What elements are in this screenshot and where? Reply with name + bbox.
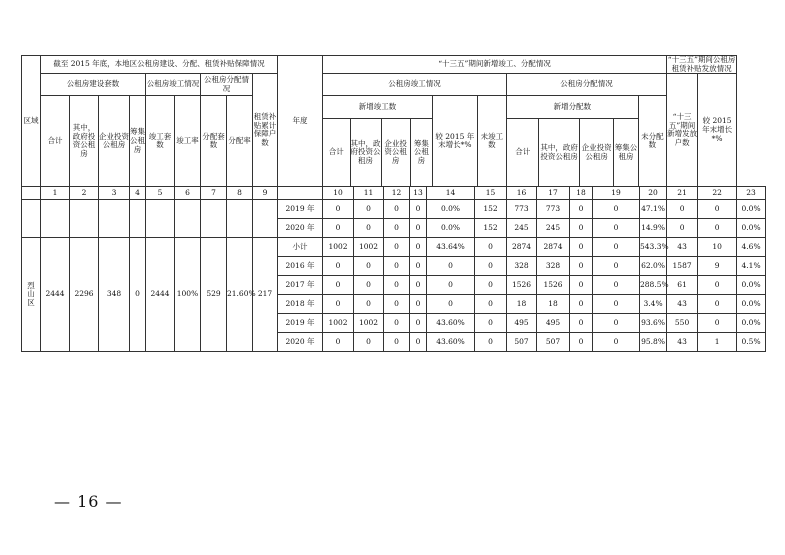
top-left-header: 截至 2015 年底，本地区公租房建设、分配、租赁补贴保障情况	[41, 56, 278, 74]
year-cell: 2016 年	[278, 257, 323, 276]
column-number: 14	[427, 187, 475, 200]
data-cell: 495	[537, 314, 570, 333]
data-cell: 0.0%	[737, 295, 766, 314]
block-one	[22, 200, 766, 238]
uncompleted-header: 未竣工数	[480, 131, 504, 150]
page-number: — 16 —	[54, 492, 123, 511]
data-cell: 0	[475, 257, 507, 276]
data-cell: 0	[427, 257, 475, 276]
data-cell: 0	[384, 314, 410, 333]
data-cell: 0	[323, 295, 354, 314]
column-number: 4	[130, 187, 146, 200]
table-row	[22, 238, 766, 257]
data-cell: 0	[570, 257, 593, 276]
data-cell: 0	[593, 314, 640, 333]
build-count-header: 公租房建设套数	[41, 74, 146, 96]
summary-cell: 529	[201, 238, 227, 352]
data-cell: 0	[698, 219, 737, 238]
new-allocated-total-header: 合计	[507, 118, 539, 186]
data-cell: 0	[570, 238, 593, 257]
year-header: 年度	[278, 56, 323, 187]
data-cell: 507	[537, 333, 570, 352]
summary-cell: 0	[130, 238, 146, 352]
data-cell: 43	[667, 333, 698, 352]
allocation-section-header: 公租房分配情况	[507, 74, 667, 96]
summary-cell: 217	[253, 238, 278, 352]
summary-cell	[130, 200, 146, 238]
summary-cell	[99, 200, 130, 238]
column-number: 22	[698, 187, 737, 200]
column-number: 21	[667, 187, 698, 200]
data-cell: 0	[593, 276, 640, 295]
data-cell: 0	[410, 276, 427, 295]
data-cell: 328	[537, 257, 570, 276]
data-cell: 0	[698, 200, 737, 219]
data-cell: 1526	[507, 276, 537, 295]
data-cell: 1002	[354, 238, 384, 257]
data-cell: 773	[537, 200, 570, 219]
unallocated-header: 未分配数	[641, 131, 664, 150]
data-cell: 1	[698, 333, 737, 352]
data-cell: 0	[410, 314, 427, 333]
summary-cell: 2444	[41, 238, 70, 352]
data-cell: 2874	[507, 238, 537, 257]
data-cell: 245	[537, 219, 570, 238]
data-cell: 0	[475, 238, 507, 257]
data-cell: 0	[410, 333, 427, 352]
column-number-blank	[22, 187, 41, 200]
data-cell: 0	[384, 276, 410, 295]
data-cell: 0	[410, 295, 427, 314]
data-cell: 1002	[323, 314, 354, 333]
year-cell: 小计	[278, 238, 323, 257]
region-name: 烈山区	[22, 238, 41, 352]
data-cell: 43.64%	[427, 238, 475, 257]
column-number: 18	[570, 187, 593, 200]
data-cell: 43.60%	[427, 333, 475, 352]
column-number: 17	[537, 187, 570, 200]
data-cell: 1002	[354, 314, 384, 333]
data-cell: 1526	[537, 276, 570, 295]
data-cell: 1002	[323, 238, 354, 257]
data-cell: 0	[323, 200, 354, 219]
column-number: 23	[737, 187, 766, 200]
data-cell: 43.60%	[427, 314, 475, 333]
column-number: 10	[323, 187, 354, 200]
statistics-table	[21, 55, 766, 352]
data-cell: 0	[475, 276, 507, 295]
summary-cell	[146, 200, 175, 238]
data-cell: 0	[323, 257, 354, 276]
block-two	[22, 238, 766, 352]
data-cell: 0.5%	[737, 333, 766, 352]
data-cell: 773	[507, 200, 537, 219]
data-cell: 0	[410, 200, 427, 219]
new-subsidy-header: “十三五”期间新增发放户数	[667, 74, 698, 187]
allocation-status-header: 公租房分配情况	[201, 74, 253, 96]
new-allocated-raised-header: 筹集公租房	[614, 118, 638, 186]
year-cell: 2020 年	[278, 219, 323, 238]
data-cell: 0	[698, 295, 737, 314]
summary-cell: 2444	[146, 238, 175, 352]
summary-cell: 348	[99, 238, 130, 352]
data-cell: 95.8%	[640, 333, 667, 352]
data-cell: 0	[354, 200, 384, 219]
data-cell: 9	[698, 257, 737, 276]
data-cell: 0	[323, 276, 354, 295]
data-cell: 245	[507, 219, 537, 238]
data-cell: 47.1%	[640, 200, 667, 219]
allocation-rate-header: 分配率	[227, 96, 253, 187]
data-cell: 0	[384, 257, 410, 276]
column-number: 19	[593, 187, 640, 200]
column-number: 1	[41, 187, 70, 200]
table-row	[22, 200, 766, 219]
data-cell: 0	[410, 219, 427, 238]
data-cell: 0.0%	[737, 314, 766, 333]
summary-cell: 2296	[70, 238, 99, 352]
data-cell: 543.3%	[640, 238, 667, 257]
subsidy-households-header: 租赁补贴累计保障户数	[253, 74, 278, 187]
new-allocated-enterprise-header: 企业投资公租房	[579, 118, 613, 186]
column-number: 2	[70, 187, 99, 200]
data-cell: 0	[354, 219, 384, 238]
raised-header: 筹集公租房	[130, 96, 146, 187]
data-cell: 0	[384, 200, 410, 219]
region-header: 区域	[22, 56, 41, 187]
year-cell: 2019 年	[278, 314, 323, 333]
top-mid-header: “十三五”期间新增竣工、分配情况	[323, 56, 667, 74]
data-cell: 152	[475, 200, 507, 219]
data-cell: 62.0%	[640, 257, 667, 276]
data-cell: 495	[507, 314, 537, 333]
column-number: 9	[253, 187, 278, 200]
new-completed-total-header: 合计	[323, 118, 350, 186]
column-number: 20	[640, 187, 667, 200]
column-number: 13	[410, 187, 427, 200]
column-number: 12	[384, 187, 410, 200]
data-cell: 0	[427, 276, 475, 295]
data-cell: 93.6%	[640, 314, 667, 333]
top-right-header: “十三五”期间公租房租赁补贴发放情况	[667, 55, 736, 73]
data-cell: 0	[667, 219, 698, 238]
data-cell: 10	[698, 238, 737, 257]
column-number: 7	[201, 187, 227, 200]
data-cell: 18	[507, 295, 537, 314]
data-cell: 0	[475, 333, 507, 352]
region-cell	[22, 200, 41, 238]
new-allocated-gov-header: 其中，政府投资公租房	[539, 118, 580, 186]
data-cell: 1587	[667, 257, 698, 276]
data-cell: 4.1%	[737, 257, 766, 276]
new-completed-raised-header: 筹集公租房	[410, 118, 432, 186]
completion-growth-header: 较 2015 年末增长*%	[432, 96, 477, 186]
completion-status-header: 公租房竣工情况	[146, 74, 201, 96]
data-cell: 0	[323, 219, 354, 238]
data-cell: 0.0%	[737, 200, 766, 219]
data-cell: 0	[354, 257, 384, 276]
data-cell: 0	[427, 295, 475, 314]
year-cell: 2020 年	[278, 333, 323, 352]
data-cell: 0	[698, 276, 737, 295]
data-cell: 0	[593, 257, 640, 276]
data-cell: 550	[667, 314, 698, 333]
summary-cell	[201, 200, 227, 238]
data-cell: 3.4%	[640, 295, 667, 314]
data-cell: 0	[593, 200, 640, 219]
column-number: 3	[99, 187, 130, 200]
column-number-blank	[278, 187, 323, 200]
year-cell: 2018 年	[278, 295, 323, 314]
data-cell: 328	[507, 257, 537, 276]
data-cell: 0	[475, 314, 507, 333]
summary-cell	[227, 200, 253, 238]
enterprise-header: 企业投资公租房	[99, 96, 130, 187]
column-number: 8	[227, 187, 253, 200]
new-completed-enterprise-header: 企业投资公租房	[381, 118, 410, 186]
data-cell: 0	[384, 333, 410, 352]
completion-section-header: 公租房竣工情况	[323, 74, 507, 96]
data-cell: 0	[384, 219, 410, 238]
data-cell: 0	[354, 333, 384, 352]
data-cell: 43	[667, 238, 698, 257]
data-cell: 0	[570, 200, 593, 219]
data-cell: 0	[593, 219, 640, 238]
data-cell: 507	[507, 333, 537, 352]
new-completed-header: 新增竣工数	[323, 96, 432, 118]
data-cell: 0.0%	[427, 219, 475, 238]
data-cell: 0	[570, 276, 593, 295]
column-number: 15	[475, 187, 507, 200]
column-number: 5	[146, 187, 175, 200]
new-allocated-header: 新增分配数	[507, 96, 638, 118]
summary-cell: 21.60%	[227, 238, 253, 352]
summary-cell	[253, 200, 278, 238]
summary-cell: 100%	[175, 238, 201, 352]
completed-units-header: 竣工套数	[146, 96, 175, 187]
data-cell: 2874	[537, 238, 570, 257]
data-cell: 0	[698, 314, 737, 333]
data-cell: 288.5%	[640, 276, 667, 295]
year-cell: 2017 年	[278, 276, 323, 295]
data-cell: 0	[570, 219, 593, 238]
total-header: 合计	[41, 96, 70, 187]
column-number-row	[22, 187, 766, 200]
data-cell: 61	[667, 276, 698, 295]
data-cell: 0.0%	[737, 276, 766, 295]
column-number: 11	[354, 187, 384, 200]
completion-rate-header: 竣工率	[175, 96, 201, 187]
data-cell: 0	[593, 333, 640, 352]
new-completed-gov-header: 其中，政府投资公租房	[350, 118, 381, 186]
data-cell: 0	[384, 295, 410, 314]
data-cell: 0	[570, 333, 593, 352]
column-number: 6	[175, 187, 201, 200]
data-cell: 43	[667, 295, 698, 314]
data-cell: 0.0%	[427, 200, 475, 219]
data-cell: 0	[323, 333, 354, 352]
data-cell: 0	[570, 295, 593, 314]
data-cell: 4.6%	[737, 238, 766, 257]
data-cell: 152	[475, 219, 507, 238]
data-cell: 0	[593, 238, 640, 257]
data-cell: 0	[354, 295, 384, 314]
summary-cell	[175, 200, 201, 238]
data-cell: 14.9%	[640, 219, 667, 238]
allocated-units-header: 分配套数	[201, 96, 227, 187]
data-cell: 18	[537, 295, 570, 314]
data-cell: 0	[384, 238, 410, 257]
data-cell: 0	[410, 238, 427, 257]
data-cell: 0	[354, 276, 384, 295]
data-cell: 0.0%	[737, 219, 766, 238]
summary-cell	[41, 200, 70, 238]
data-cell: 0	[410, 257, 427, 276]
data-cell: 0	[570, 314, 593, 333]
summary-cell	[70, 200, 99, 238]
column-number: 16	[507, 187, 537, 200]
data-cell: 0	[593, 295, 640, 314]
year-cell: 2019 年	[278, 200, 323, 219]
subsidy-growth-header: 较 2015 年末增长*%	[698, 74, 737, 187]
gov-investment-header: 其中，政府投资公租房	[70, 96, 99, 187]
data-cell: 0	[475, 295, 507, 314]
data-cell: 0	[667, 200, 698, 219]
